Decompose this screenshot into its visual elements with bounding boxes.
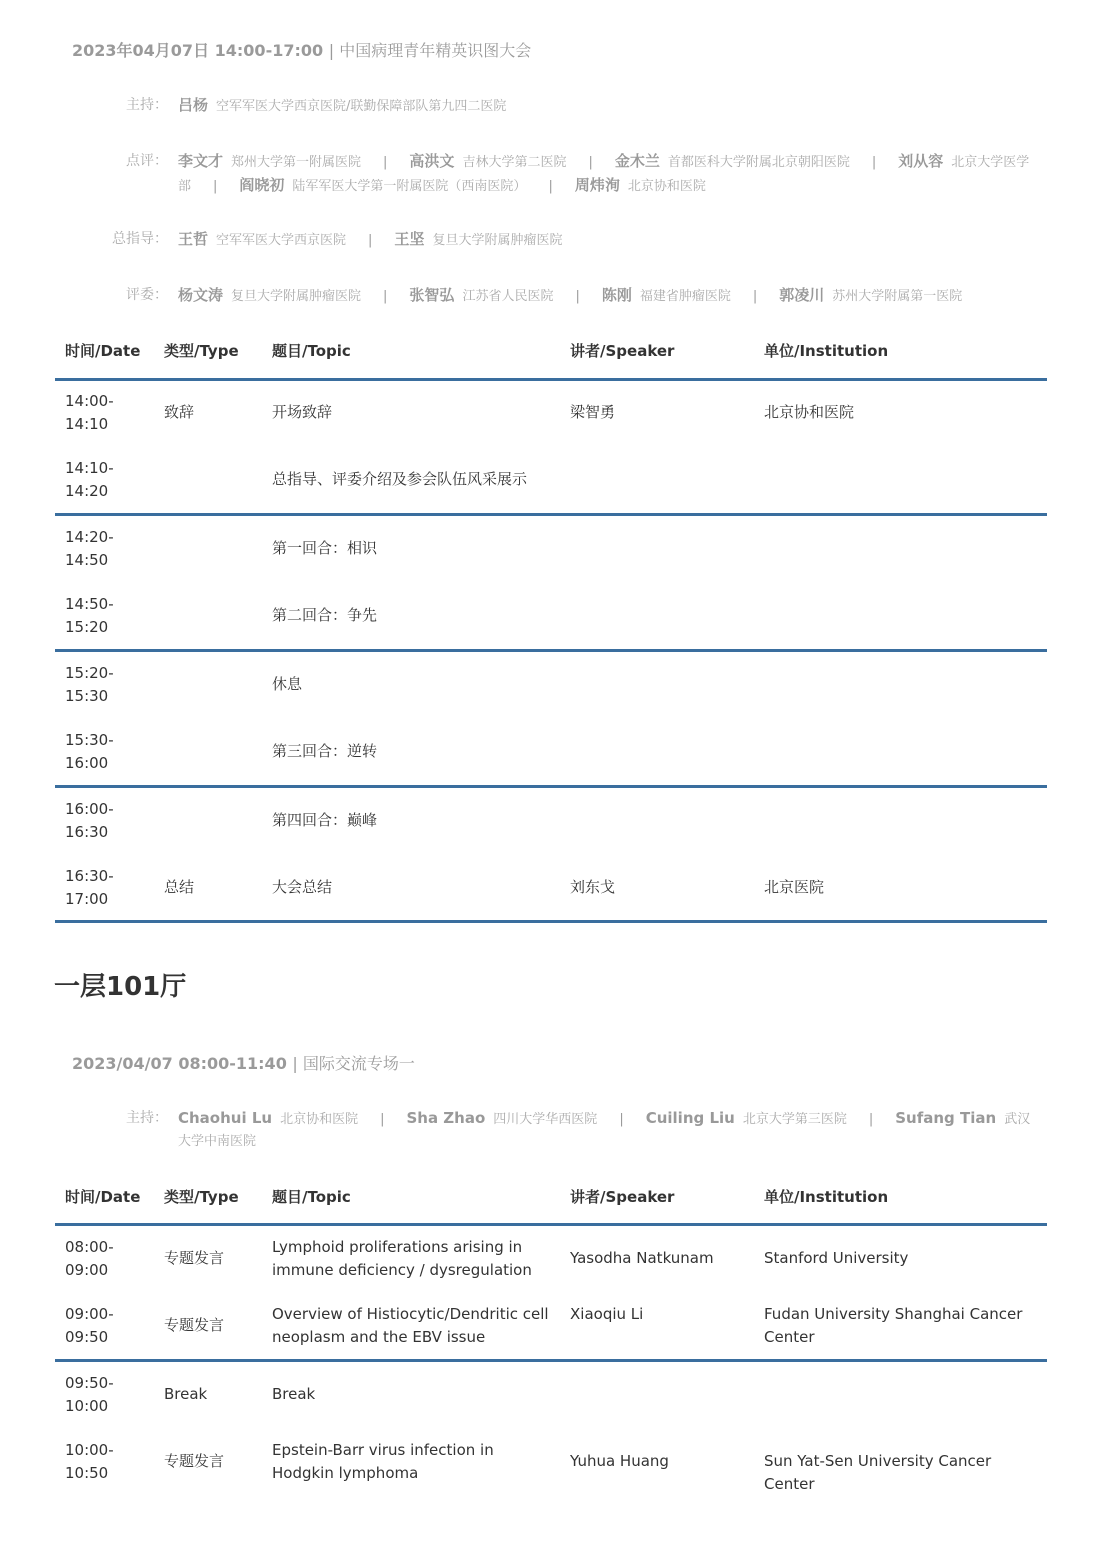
person-name: 王哲 bbox=[178, 230, 209, 248]
cell-topic: 开场致辞 bbox=[272, 403, 333, 421]
divider: | bbox=[588, 155, 593, 170]
session-1-datetime: 2023年04月07日 14:00-17:00 bbox=[72, 41, 324, 60]
cell-institution: 北京协和医院 bbox=[764, 403, 855, 421]
table-row bbox=[55, 1303, 1047, 1349]
role-people bbox=[178, 228, 1033, 252]
person-institution: 北京大学医学部 bbox=[178, 155, 1030, 194]
cell-topic: Break bbox=[272, 1385, 316, 1403]
person-name: 吕杨 bbox=[178, 96, 209, 114]
cell-topic: 第三回合：逆转 bbox=[272, 742, 378, 760]
divider: | bbox=[575, 289, 580, 304]
session-2-name: | 国际交流专场一 bbox=[292, 1054, 415, 1073]
table-divider bbox=[55, 785, 1047, 788]
cell-time: 08:00- 09:00 bbox=[65, 1238, 114, 1279]
session-1-title bbox=[72, 38, 531, 61]
person-institution: 江苏省人民医院 bbox=[462, 289, 554, 304]
table-divider bbox=[55, 649, 1047, 652]
person-name: 金木兰 bbox=[614, 152, 660, 170]
divider: | bbox=[868, 1112, 874, 1127]
table-divider bbox=[55, 1359, 1047, 1362]
cell-type: 专题发言 bbox=[164, 1249, 225, 1267]
cell-time: 15:20- 15:30 bbox=[65, 664, 114, 705]
table-row bbox=[55, 457, 1047, 503]
header-institution: 单位/Institution bbox=[764, 1188, 889, 1206]
header-topic: 题目/Topic bbox=[272, 342, 351, 360]
cell-time: 15:30- 16:00 bbox=[65, 731, 114, 772]
person-name: 阎晓初 bbox=[239, 176, 285, 194]
cell-topic: Lymphoid proliferations arising in immune deficiency / dysregulation bbox=[272, 1238, 532, 1279]
header-time: 时间/Date bbox=[65, 342, 141, 360]
cell-topic: 第一回合：相识 bbox=[272, 539, 378, 557]
divider: | bbox=[383, 155, 388, 170]
header-institution: 单位/Institution bbox=[764, 342, 889, 360]
person-institution: 北京协和医院 bbox=[627, 179, 706, 194]
session-1-schedule-table bbox=[55, 340, 1047, 925]
cell-type: 致辞 bbox=[164, 403, 195, 421]
table-row bbox=[55, 526, 1047, 572]
person-institution: 空军军医大学西京医院/联勤保障部队第九四二医院 bbox=[216, 99, 507, 114]
session-1-name: | 中国病理青年精英识图大会 bbox=[328, 41, 532, 60]
person-institution: 北京大学第三医院 bbox=[742, 1112, 847, 1127]
person-institution: 武汉大学中南医院 bbox=[178, 1112, 1031, 1149]
cell-speaker: 梁智勇 bbox=[570, 403, 616, 421]
cell-speaker: 刘东戈 bbox=[570, 878, 616, 896]
table-row bbox=[55, 1236, 1047, 1282]
table-divider bbox=[55, 513, 1047, 516]
header-speaker: 讲者/Speaker bbox=[570, 342, 675, 360]
table-row bbox=[55, 798, 1047, 844]
role-people bbox=[178, 150, 1033, 198]
cell-topic: Epstein-Barr virus infection in Hodgkin lymphoma bbox=[272, 1441, 494, 1482]
cell-time: 09:50- 10:00 bbox=[65, 1374, 114, 1415]
person-name: 高洪文 bbox=[409, 152, 455, 170]
person-institution: 吉林大学第二医院 bbox=[462, 155, 567, 170]
session-2-datetime: 2023/04/07 08:00-11:40 bbox=[72, 1054, 287, 1073]
session-2-schedule-table bbox=[55, 1186, 1047, 1506]
table-divider bbox=[55, 1223, 1047, 1226]
cell-speaker: Yasodha Natkunam bbox=[570, 1249, 714, 1267]
cell-speaker: Xiaoqiu Li bbox=[570, 1305, 644, 1323]
cell-institution: Sun Yat-Sen University Cancer Center bbox=[764, 1452, 992, 1493]
cell-topic: 第四回合：巅峰 bbox=[272, 811, 378, 829]
divider: | bbox=[548, 179, 553, 194]
person-institution: 陆军军医大学第一附属医院（西南医院） bbox=[292, 179, 527, 194]
header-topic: 题目/Topic bbox=[272, 1188, 351, 1206]
cell-institution: Fudan University Shanghai Cancer Center bbox=[764, 1305, 1023, 1346]
cell-type: 专题发言 bbox=[164, 1452, 225, 1470]
table-row bbox=[55, 1439, 1047, 1493]
person-institution: 四川大学华西医院 bbox=[493, 1112, 598, 1127]
session-2-title bbox=[72, 1051, 415, 1074]
role-label: 总指导： bbox=[112, 231, 168, 247]
divider: | bbox=[380, 1112, 385, 1127]
person-name: 陈刚 bbox=[601, 286, 632, 304]
person-institution: 空军军医大学西京医院 bbox=[216, 233, 347, 248]
cell-speaker: Yuhua Huang bbox=[570, 1452, 669, 1470]
person-institution: 复旦大学附属肿瘤医院 bbox=[231, 289, 362, 304]
cell-time: 14:50- 15:20 bbox=[65, 595, 114, 636]
cell-time: 16:30- 17:00 bbox=[65, 867, 114, 908]
table-row bbox=[55, 593, 1047, 639]
table-row bbox=[55, 729, 1047, 775]
cell-topic: Overview of Histiocytic/Dendritic cell neoplasm and the EBV issue bbox=[272, 1305, 549, 1346]
table-row bbox=[55, 865, 1047, 911]
person-name: 郭凌川 bbox=[779, 286, 825, 304]
person-institution: 苏州大学附属第一医院 bbox=[832, 289, 963, 304]
role-people bbox=[178, 284, 1033, 308]
cell-topic: 大会总结 bbox=[272, 878, 333, 896]
divider: | bbox=[619, 1112, 624, 1127]
person-institution: 北京协和医院 bbox=[280, 1112, 359, 1127]
cell-time: 09:00- 09:50 bbox=[65, 1305, 114, 1346]
header-type: 类型/Type bbox=[164, 342, 239, 360]
table-row bbox=[55, 390, 1047, 436]
cell-topic: 总指导、评委介绍及参会队伍风采展示 bbox=[272, 470, 528, 488]
person-name: Sha Zhao bbox=[406, 1109, 486, 1127]
table-row bbox=[55, 1372, 1047, 1418]
cell-type: 总结 bbox=[164, 878, 195, 896]
role-label: 评委： bbox=[126, 287, 168, 303]
cell-time: 10:00- 10:50 bbox=[65, 1441, 114, 1482]
cell-time: 14:10- 14:20 bbox=[65, 459, 114, 500]
cell-institution: Stanford University bbox=[764, 1249, 909, 1267]
person-name: Cuiling Liu bbox=[645, 1109, 735, 1127]
cell-type: 专题发言 bbox=[164, 1316, 225, 1334]
cell-type: Break bbox=[164, 1385, 208, 1403]
person-name: 周炜洵 bbox=[574, 176, 620, 194]
header-speaker: 讲者/Speaker bbox=[570, 1188, 675, 1206]
divider: | bbox=[368, 233, 373, 248]
person-institution: 首都医科大学附属北京朝阳医院 bbox=[667, 155, 850, 170]
cell-time: 14:20- 14:50 bbox=[65, 528, 114, 569]
role-label: 主持： bbox=[126, 97, 168, 113]
divider: | bbox=[871, 155, 877, 170]
cell-institution: 北京医院 bbox=[764, 878, 825, 896]
person-name: 刘从容 bbox=[898, 152, 944, 170]
person-name: 杨文涛 bbox=[178, 286, 224, 304]
divider: | bbox=[752, 289, 758, 304]
table-divider bbox=[55, 920, 1047, 923]
person-institution: 福建省肿瘤医院 bbox=[639, 289, 731, 304]
divider: | bbox=[213, 179, 218, 194]
cell-time: 14:00- 14:10 bbox=[65, 392, 114, 433]
cell-topic: 休息 bbox=[272, 675, 303, 693]
divider: | bbox=[383, 289, 388, 304]
table-divider bbox=[55, 378, 1047, 381]
role-people bbox=[178, 1107, 1033, 1153]
person-institution: 郑州大学第一附属医院 bbox=[231, 155, 362, 170]
hall-heading: 一层101厅 bbox=[54, 972, 187, 1002]
person-name: Sufang Tian bbox=[895, 1109, 997, 1127]
person-name: 王坚 bbox=[394, 230, 425, 248]
role-label: 主持： bbox=[126, 1110, 168, 1126]
role-label: 点评： bbox=[126, 153, 168, 169]
person-name: 李文才 bbox=[178, 152, 224, 170]
cell-time: 16:00- 16:30 bbox=[65, 800, 114, 841]
cell-topic: 第二回合：争先 bbox=[272, 606, 378, 624]
person-name: 张智弘 bbox=[409, 286, 455, 304]
table-row bbox=[55, 662, 1047, 708]
header-time: 时间/Date bbox=[65, 1188, 141, 1206]
role-people bbox=[178, 94, 1033, 118]
person-name: Chaohui Lu bbox=[178, 1109, 273, 1127]
header-type: 类型/Type bbox=[164, 1188, 239, 1206]
person-institution: 复旦大学附属肿瘤医院 bbox=[432, 233, 563, 248]
